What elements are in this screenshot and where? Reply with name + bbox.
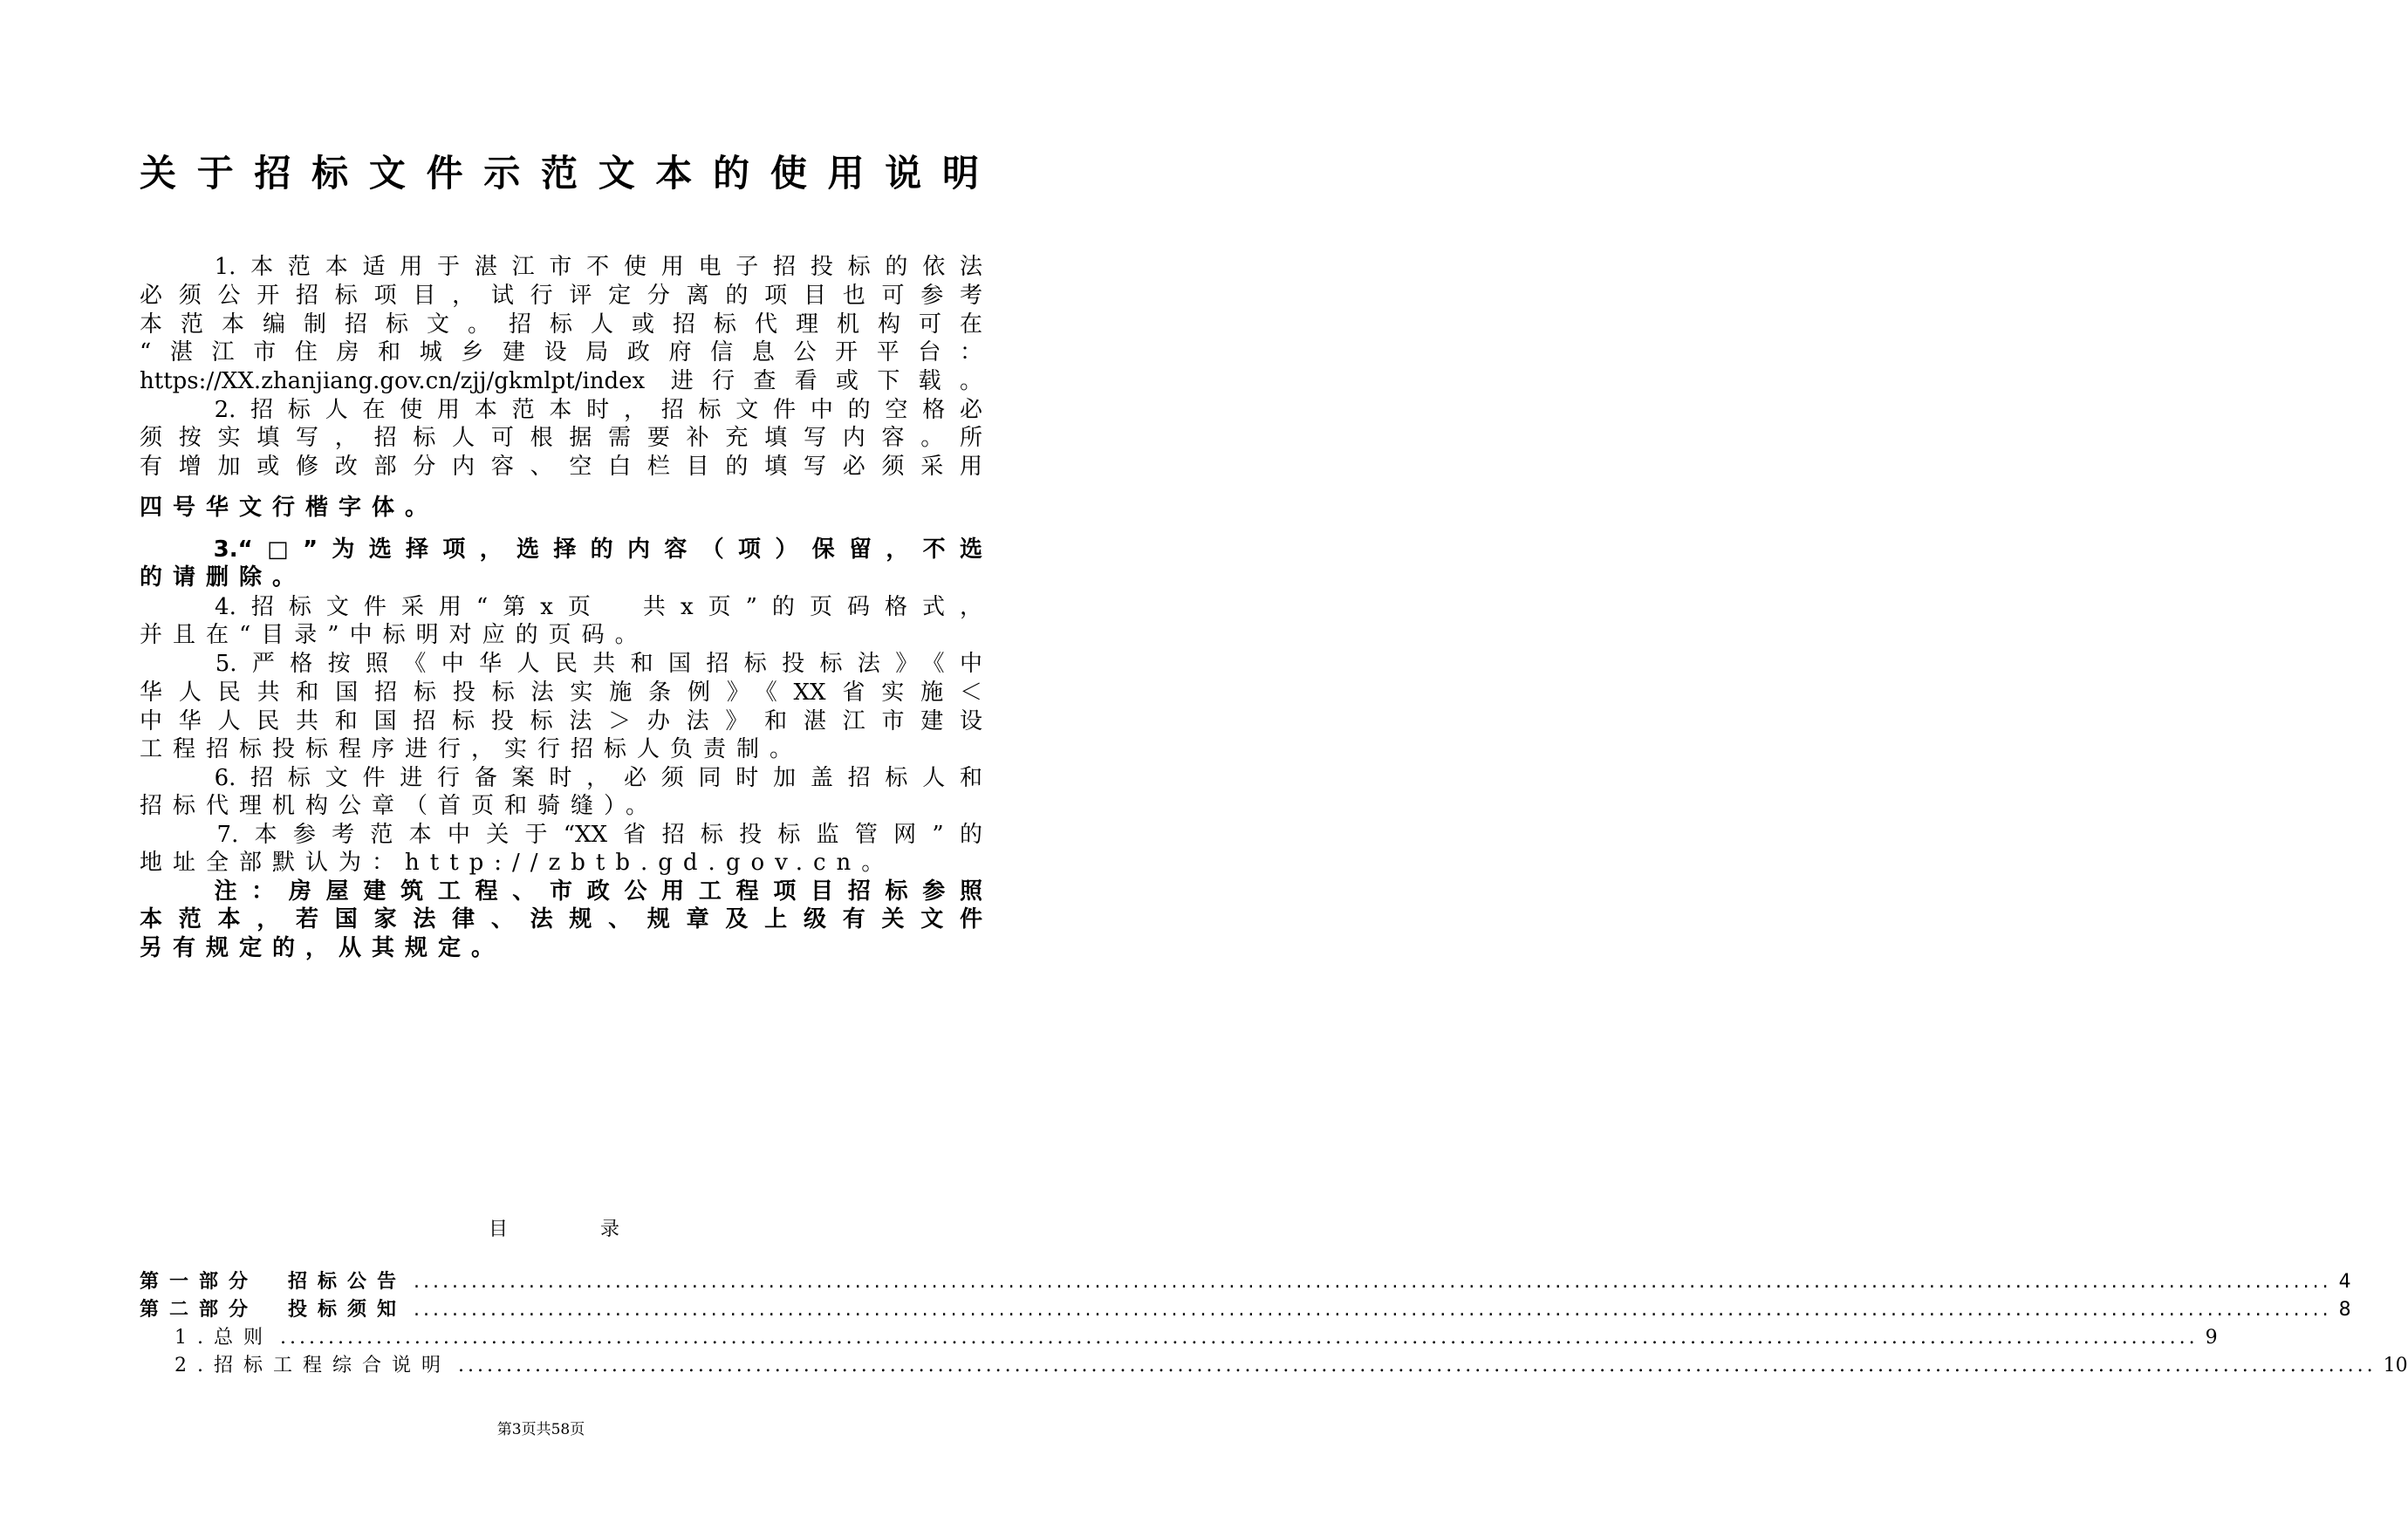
body-line: 中华人民共和国招标投标法＞办法》和湛江市建设 [140,708,982,734]
body-line: 须按实填写，招标人可根据需要补充填写内容。所 [140,425,982,451]
toc-page-number: 4 [2338,1271,2351,1293]
body-line: 1.本范本适用于湛江市不使用电子招投标的依法 [140,254,982,280]
toc-heading: 目录 [489,1219,619,1240]
body-line: 6.招标文件进行备案时，必须同时加盖招标人和 [140,765,982,791]
toc-entry[interactable] [174,1322,2218,1349]
body-line: 2.招标人在使用本范本时，招标文件中的空格必 [140,397,982,423]
body-line: 7.本参考范本中关于“XX省招标投标监管网”的 [140,822,982,848]
body-line: 5.严格按照《中华人民共和国招标投标法》《中 [140,651,982,677]
toc-leader-dots: ........................................................................................................................................................................................................ [414,1271,2332,1293]
body-line: 并且在“目录”中标明对应的页码。 [140,622,648,648]
body-line: 有增加或修改部分内容、空白栏目的填写必须采用 [140,454,982,480]
page-title: 关于招标文件示范文本的使用说明 [140,152,979,195]
toc-leader-dots: ........................................................................................................................................................................................................ [414,1299,2332,1321]
toc-leader-dots: ........................................................................................................................................................................................................ [280,1327,2199,1349]
body-line: 工程招标投标程序进行，实行招标人负责制。 [140,736,804,762]
toc-entry-label: 1.总则 [174,1327,273,1349]
page-footer: 第3页共58页 [496,1421,585,1438]
toc-page-number: 8 [2338,1299,2351,1321]
toc-page-number: 10 [2383,1355,2408,1376]
body-line: 四号华文行楷字体。 [140,495,439,521]
toc-entry[interactable] [140,1267,2351,1293]
body-line: https://XX.zhanjiang.gov.cn/zjj/gkmlpt/index 进行查看或下载。 [140,368,982,394]
toc-entry-label: 第一部分 招标公告 [140,1271,407,1293]
body-line: “湛江市住房和城乡建设局政府信息公开平台： [140,339,982,365]
toc-entry-label: 2.招标工程综合说明 [174,1355,451,1376]
body-line: 本范本编制招标文。招标人或招标代理机构可在 [140,311,982,338]
body-line: 的请删除。 [140,564,306,591]
body-line: 另有规定的，从其规定。 [140,935,505,961]
toc-entry[interactable] [140,1294,2351,1321]
body-line: 必须公开招标项目，试行评定分离的项目也可参考 [140,283,982,309]
body-line: 华人民共和国招标投标法实施条例》《XX省实施＜ [140,680,982,706]
body-line: 3.“□”为选择项，选择的内容（项）保留，不选 [140,536,982,563]
body-line: 招标代理机构公章（首页和骑缝）。 [140,793,660,819]
toc-leader-dots: ........................................................................................................................................................................................................ [458,1355,2377,1376]
body-line: 本范本，若国家法律、法规、规章及上级有关文件 [140,906,982,932]
toc-page-number: 9 [2205,1327,2218,1349]
toc-entry[interactable] [174,1350,2408,1376]
body-line: 4.招标文件采用“第x页 共x页”的页码格式， [140,594,982,620]
body-line: 地址全部默认为：http://zbtb.gd.gov.cn。 [140,850,895,876]
toc-entry-label: 第二部分 投标须知 [140,1299,407,1321]
body-line: 注：房屋建筑工程、市政公用工程项目招标参照 [140,878,982,905]
